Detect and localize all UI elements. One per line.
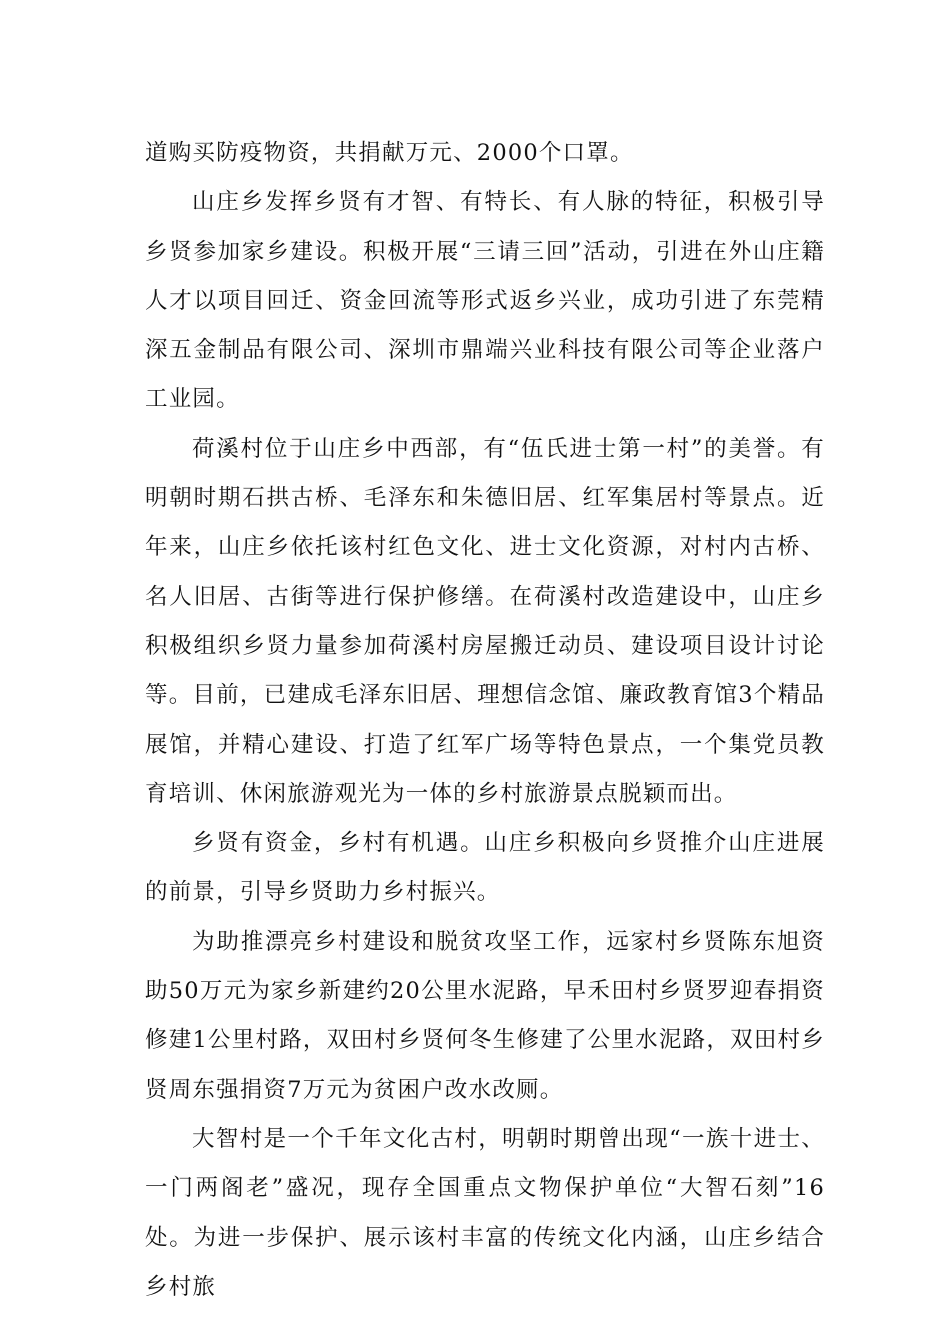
paragraph-4: 乡贤有资金，乡村有机遇。山庄乡积极向乡贤推介山庄进展的前景，引导乡贤助力乡村振兴。 [145,830,825,906]
paragraph-5: 为助推漂亮乡村建设和脱贫攻坚工作，远家村乡贤陈东旭资助50万元为家乡新建约20公里水泥路，早禾田村乡贤罗迎春捐资修建1公里村路，双田村乡贤何冬生修建了公里水泥路，双田村乡贤周东强捐资7万元为贫困户改水改厕。 [145,928,825,1103]
paragraph-3: 荷溪村位于山庄乡中西部，有“伍氏进士第一村”的美誉。有明朝时期石拱古桥、毛泽东和朱德旧居、红军集居村等景点。近年来，山庄乡依托该村红色文化、进士文化资源，对村内古桥、名人旧居、古街等进行保护修缮。在荷溪村改造建设中，山庄乡积极组织乡贤力量参加荷溪村房屋搬迁动员、建设项目设计讨论等。目前，已建成毛泽东旧居、理想信念馆、廉政教育馆3个精品展馆，并精心建设、打造了红军广场等特色景点，一个集党员教育培训、休闲旅游观光为一体的乡村旅游景点脱颖而出。 [145,435,825,807]
document-body [145,129,825,1312]
paragraph-6: 大智村是一个千年文化古村，明朝时期曾出现“一族十进士、一门两阁老”盛况，现存全国重点文物保护单位“大智石刻”16处。为进一步保护、展示该村丰富的传统文化内涵，山庄乡结合乡村旅 [145,1125,825,1300]
paragraph-1: 道购买防疫物资，共捐献万元、2000个口罩。 [145,140,634,166]
paragraph-2: 山庄乡发挥乡贤有才智、有特长、有人脉的特征，积极引导乡贤参加家乡建设。积极开展“三请三回”活动，引进在外山庄籍人才以项目回迁、资金回流等形式返乡兴业，成功引进了东莞精深五金制品有限公司、深圳市鼎端兴业科技有限公司等企业落户工业园。 [145,189,825,413]
